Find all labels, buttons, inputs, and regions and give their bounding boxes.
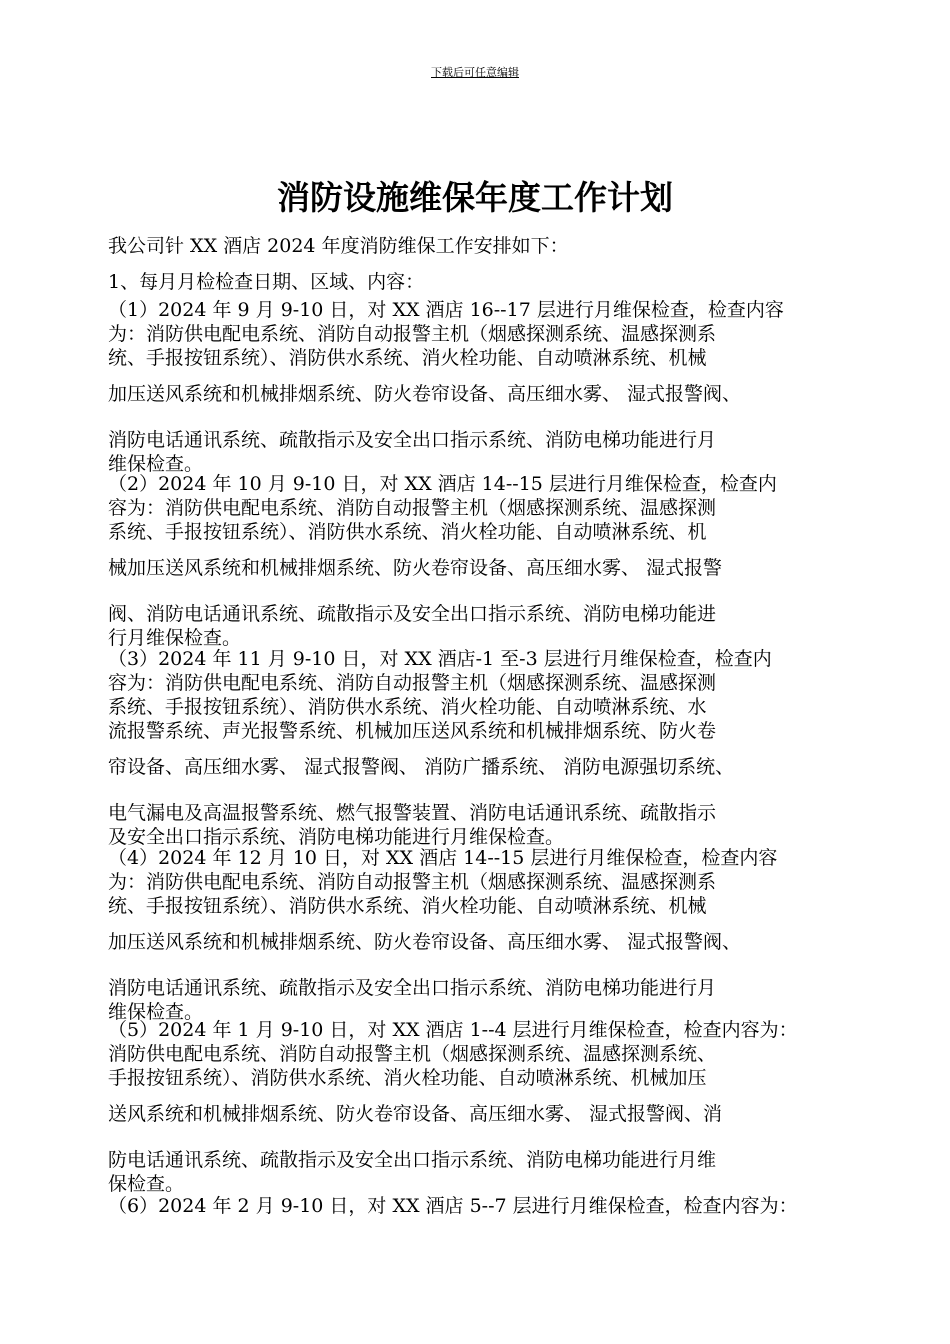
list-item	[108, 472, 848, 650]
item-line: 消防电话通讯系统、疏散指示及安全出口指示系统、消防电梯功能进行月	[108, 429, 717, 451]
item-line: 容为：消防供电配电系统、消防自动报警主机（烟感探测系统、温感探测	[108, 497, 717, 519]
item-line: 械加压送风系统和机械排烟系统、防火卷帘设备、高压细水雾、 湿式报警	[108, 557, 723, 579]
list-item	[108, 846, 848, 1024]
item-line: （2）2024 年 10 月 9-10 日，对 XX 酒店 14--15 层进行月维保检查，检查内	[108, 473, 777, 495]
section-heading: 1、每月月检检查日期、区域、内容：	[108, 271, 425, 293]
item-line: 加压送风系统和机械排烟系统、防火卷帘设备、高压细水雾、 湿式报警阀、	[108, 931, 742, 953]
item-line: （1）2024 年 9 月 9-10 日，对 XX 酒店 16--17 层进行月维保检查，检查内容	[108, 299, 784, 321]
intro-paragraph: 我公司针 XX 酒店 2024 年度消防维保工作安排如下：	[108, 235, 569, 257]
item-line: 加压送风系统和机械排烟系统、防火卷帘设备、高压细水雾、 湿式报警阀、	[108, 383, 742, 405]
item-line: 维保检查。	[108, 1001, 204, 1023]
item-line: （5）2024 年 1 月 9-10 日，对 XX 酒店 1--4 层进行月维保检查，检查内容为：	[108, 1019, 798, 1041]
intro-block	[108, 234, 848, 294]
item-line: 为：消防供电配电系统、消防自动报警主机（烟感探测系统、温感探测系	[108, 871, 717, 893]
item-line: 统、手报按钮系统）、消防供水系统、消火栓功能、自动喷淋系统、机械	[108, 347, 707, 369]
item-line: 系统、手报按钮系统）、消防供水系统、消火栓功能、自动喷淋系统、水	[108, 696, 707, 718]
list-item	[108, 1018, 848, 1196]
item-line: 消防供电配电系统、消防自动报警主机（烟感探测系统、温感探测系统、	[108, 1043, 717, 1065]
item-line: 系统、手报按钮系统）、消防供水系统、消火栓功能、自动喷淋系统、机	[108, 521, 707, 543]
list-item	[108, 298, 848, 476]
item-line: 容为：消防供电配电系统、消防自动报警主机（烟感探测系统、温感探测	[108, 672, 717, 694]
item-line: 流报警系统、声光报警系统、机械加压送风系统和机械排烟系统、防火卷	[108, 720, 717, 742]
list-item	[108, 647, 848, 849]
item-line: （3）2024 年 11 月 9-10 日，对 XX 酒店-1 至-3 层进行月维保检查，检查内	[108, 648, 772, 670]
header-note-text: 下载后可任意编辑	[431, 66, 519, 79]
item-line: 送风系统和机械排烟系统、防火卷帘设备、高压细水雾、 湿式报警阀、消	[108, 1103, 723, 1125]
item-line: 手报按钮系统）、消防供水系统、消火栓功能、自动喷淋系统、机械加压	[108, 1067, 707, 1089]
item-line: 阀、消防电话通讯系统、疏散指示及安全出口指示系统、消防电梯功能进	[108, 603, 717, 625]
item-line: 为：消防供电配电系统、消防自动报警主机（烟感探测系统、温感探测系	[108, 323, 717, 345]
document-title: 消防设施维保年度工作计划	[277, 178, 673, 217]
header-note	[0, 66, 950, 80]
item-line: 及安全出口指示系统、消防电梯功能进行月维保检查。	[108, 826, 565, 848]
item-line: 消防电话通讯系统、疏散指示及安全出口指示系统、消防电梯功能进行月	[108, 977, 717, 999]
item-line: 保检查。	[108, 1173, 185, 1195]
item-line: 防电话通讯系统、疏散指示及安全出口指示系统、消防电梯功能进行月维	[108, 1149, 717, 1171]
item-line: 维保检查。	[108, 453, 204, 475]
item-line: 行月维保检查。	[108, 627, 242, 649]
item-line: 帘设备、高压细水雾、 湿式报警阀、 消防广播系统、 消防电源强切系统、	[108, 756, 735, 778]
item-line: 电气漏电及高温报警系统、燃气报警装置、消防电话通讯系统、疏散指示	[108, 802, 717, 824]
item-line: （4）2024 年 12 月 10 日，对 XX 酒店 14--15 层进行月维保检查，检查内容	[108, 847, 778, 869]
list-item	[108, 1194, 848, 1218]
item-line: 统、手报按钮系统）、消防供水系统、消火栓功能、自动喷淋系统、机械	[108, 895, 707, 917]
item-line: （6）2024 年 2 月 9-10 日，对 XX 酒店 5--7 层进行月维保检查，检查内容为：	[108, 1195, 798, 1217]
